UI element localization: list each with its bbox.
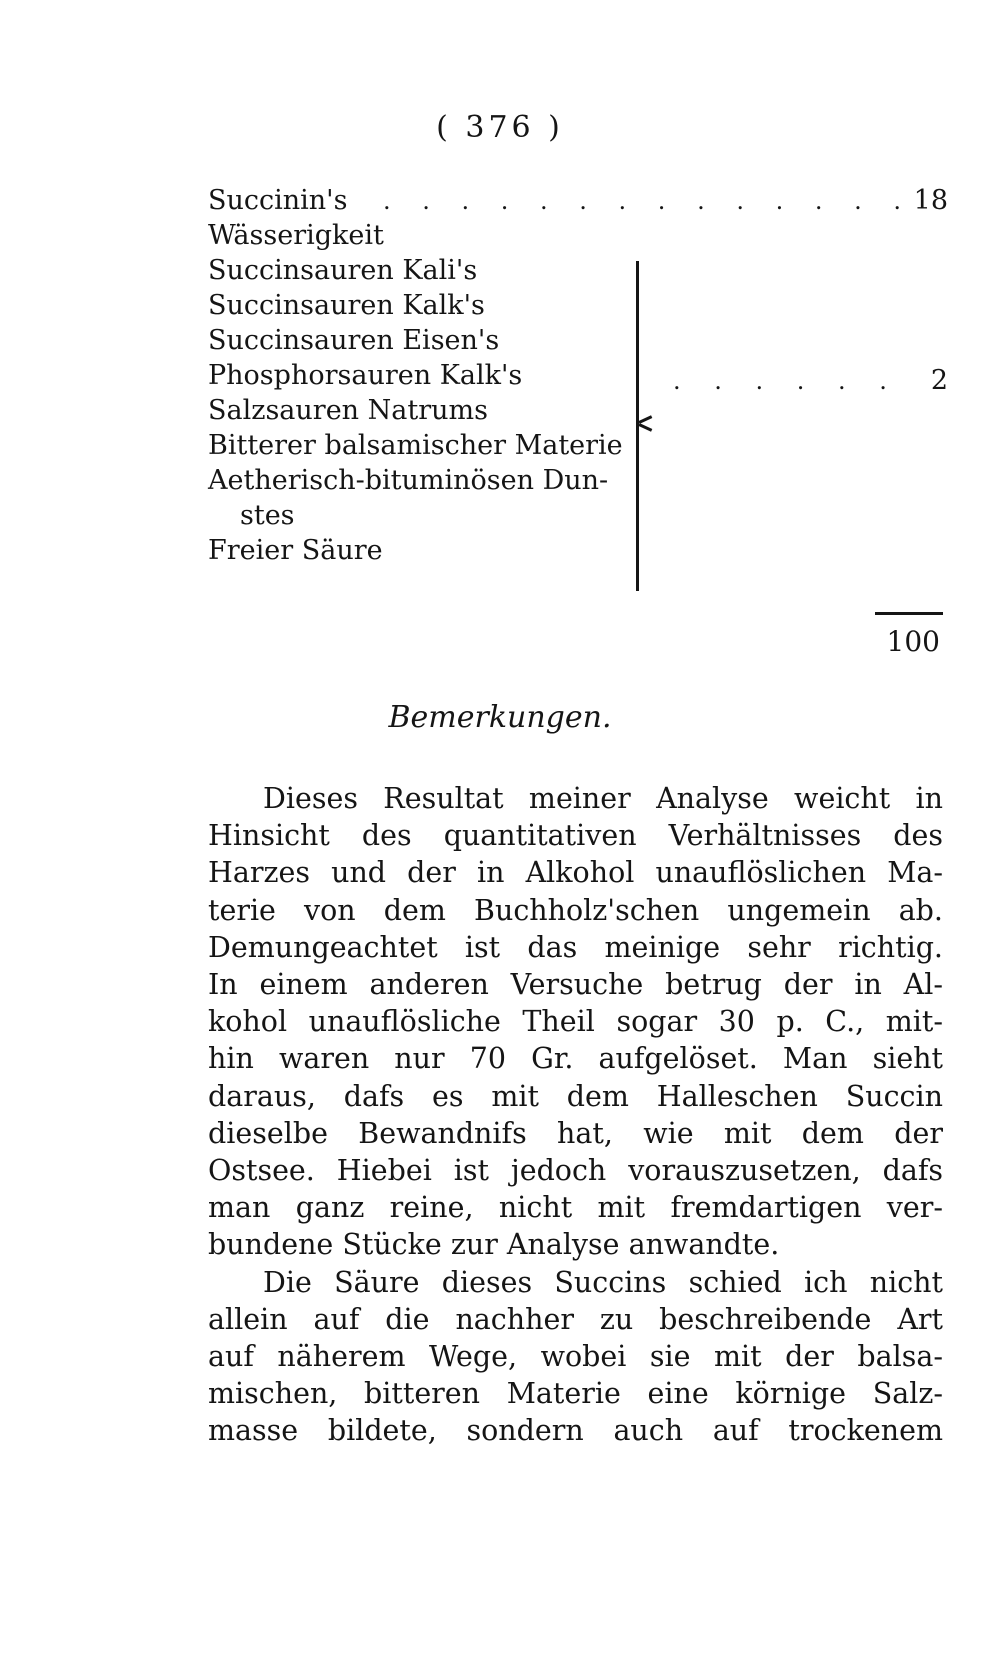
- text-line: kohol unauflösliche Theil sogar 30 p. C., mit-: [208, 1005, 943, 1039]
- row-label: Succinin's: [208, 185, 348, 216]
- row-label: Succinsauren Kalk's: [208, 290, 485, 321]
- row-value: 18: [913, 185, 948, 216]
- text-line: Die Säure dieses Succins schied ich nicht: [263, 1265, 943, 1299]
- row-label: stes: [240, 500, 295, 531]
- section-heading: Bemerkungen.: [388, 700, 612, 735]
- row-label: Succinsauren Eisen's: [208, 325, 500, 356]
- table-row: [208, 253, 948, 289]
- row-label: Wässerigkeit: [208, 220, 384, 251]
- text-line: man ganz reine, nicht mit fremdartigen ver-: [208, 1191, 943, 1225]
- leader-dots: . . . . . . . . . . . . . .: [383, 187, 913, 215]
- text-line: auf näherem Wege, wobei sie mit der balsa-: [208, 1340, 943, 1374]
- row-label: Bitterer balsamischer Materie: [208, 430, 623, 461]
- group-value: 2: [930, 365, 948, 396]
- text-line: bundene Stücke zur Analyse anwandte.: [208, 1228, 780, 1262]
- total-value: 100: [886, 625, 940, 658]
- page-number: ( 376 ): [436, 110, 564, 145]
- row-label: Aetherisch-bituminösen Dun-: [208, 465, 609, 496]
- leader-dots: . . . . . .: [673, 367, 900, 395]
- row-label: Salzsauren Natrums: [208, 395, 488, 426]
- row-label: Phosphorsauren Kalk's: [208, 360, 523, 391]
- text-line: dieselbe Bewandnifs hat, wie mit dem der: [208, 1116, 943, 1150]
- table-row: [208, 463, 948, 499]
- sum-rule: [875, 612, 943, 615]
- text-line: Demungeachtet ist das meinige sehr richtig.: [208, 930, 943, 964]
- text-line: allein auf die nachher zu beschreibende Art: [208, 1302, 943, 1336]
- row-label: Freier Säure: [208, 535, 383, 566]
- table-row: [208, 288, 948, 324]
- text-line: terie von dem Buchholz'schen ungemein ab.: [208, 893, 943, 927]
- text-line: Harzes und der in Alkohol unauflöslichen Ma-: [208, 856, 943, 890]
- table-row: [208, 183, 948, 219]
- text-line: mischen, bitteren Materie eine körnige Salz-: [208, 1377, 943, 1411]
- table-row: [208, 533, 948, 569]
- text-line: masse bildete, sondern auch auf trockenem: [208, 1414, 943, 1448]
- table-row: [208, 323, 948, 359]
- row-label: Succinsauren Kali's: [208, 255, 478, 286]
- text-line: Dieses Resultat meiner Analyse weicht in: [263, 782, 943, 815]
- text-line: Hinsicht des quantitativen Verhältnisses des: [208, 819, 943, 853]
- table-row: [208, 218, 948, 254]
- text-line: In einem anderen Versuche betrug der in Al-: [208, 968, 943, 1002]
- body-text: [208, 780, 943, 1450]
- table-row: [208, 428, 948, 464]
- text-line: daraus, dafs es mit dem Halleschen Succin: [208, 1079, 943, 1113]
- text-line: hin waren nur 70 Gr. aufgelöset. Man sieht: [208, 1042, 943, 1076]
- table-row: [208, 498, 948, 534]
- text-line: Ostsee. Hiebei ist jedoch vorauszusetzen, dafs: [208, 1154, 943, 1188]
